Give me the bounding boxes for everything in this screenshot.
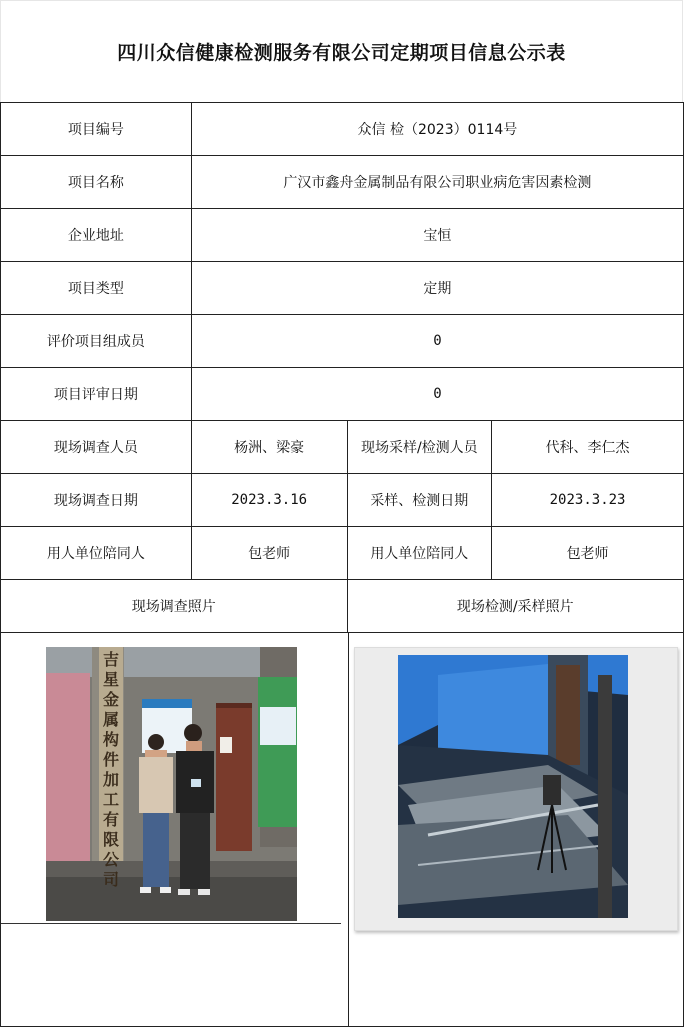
escort-label-2: 用人单位陪同人 xyxy=(347,527,492,580)
survey-staff-label: 现场调查人员 xyxy=(1,421,192,474)
row-photo-headers xyxy=(1,580,684,633)
row-address xyxy=(1,209,684,262)
escort-value-2: 包老师 xyxy=(492,527,684,580)
sign-char: 公 xyxy=(102,850,120,869)
sampling-staff-label: 现场采样/检测人员 xyxy=(347,421,492,474)
project-no-label: 项目编号 xyxy=(1,103,192,156)
project-name-value: 广汉市鑫舟金属制品有限公司职业病危害因素检测 xyxy=(191,156,683,209)
row-survey-staff xyxy=(1,421,684,474)
sign-char: 工 xyxy=(102,790,120,809)
survey-photo xyxy=(46,647,297,921)
sign-char: 吉 xyxy=(102,650,120,669)
sampling-date-label: 采样、检测日期 xyxy=(347,474,492,527)
photo-divider xyxy=(348,633,349,1027)
survey-photo-header: 现场调查照片 xyxy=(1,580,348,633)
project-name-label: 项目名称 xyxy=(1,156,192,209)
row-survey-date xyxy=(1,474,684,527)
page-title: 四川众信健康检测服务有限公司定期项目信息公示表 xyxy=(117,42,566,64)
survey-staff-value: 杨洲、梁豪 xyxy=(191,421,347,474)
project-type-value: 定期 xyxy=(191,262,683,315)
sign-char: 星 xyxy=(102,670,120,689)
survey-date-label: 现场调查日期 xyxy=(1,474,192,527)
survey-photo-image xyxy=(46,647,297,921)
eval-members-label: 评价项目组成员 xyxy=(1,315,192,368)
row-project-name xyxy=(1,156,684,209)
row-eval-members xyxy=(1,315,684,368)
escort-label: 用人单位陪同人 xyxy=(1,527,192,580)
info-table xyxy=(0,102,684,633)
sampling-date-value: 2023.3.23 xyxy=(492,474,684,527)
address-label: 企业地址 xyxy=(1,209,192,262)
title-box xyxy=(0,0,683,102)
row-project-type xyxy=(1,262,684,315)
sampling-staff-value: 代科、李仁杰 xyxy=(492,421,684,474)
row-review-date xyxy=(1,368,684,421)
sign-char: 构 xyxy=(102,730,120,749)
review-date-value: 0 xyxy=(191,368,683,421)
review-date-label: 项目评审日期 xyxy=(1,368,192,421)
sign-char: 有 xyxy=(102,810,120,829)
survey-date-value: 2023.3.16 xyxy=(191,474,347,527)
sign-char: 金 xyxy=(102,690,120,709)
eval-members-value: 0 xyxy=(191,315,683,368)
sign-char: 限 xyxy=(102,830,120,849)
sampling-photo-image xyxy=(398,655,628,918)
sign-char: 司 xyxy=(102,870,120,889)
project-no-value: 众信 检（2023）0114号 xyxy=(191,103,683,156)
sampling-photo xyxy=(398,655,628,918)
row-project-no xyxy=(1,103,684,156)
sign-char: 加 xyxy=(102,770,120,789)
sign-char: 件 xyxy=(102,750,120,769)
sampling-photo-header: 现场检测/采样照片 xyxy=(347,580,684,633)
escort-value: 包老师 xyxy=(191,527,347,580)
project-type-label: 项目类型 xyxy=(1,262,192,315)
photo-area xyxy=(0,633,684,1027)
row-escort xyxy=(1,527,684,580)
sign-char: 属 xyxy=(102,710,120,729)
address-value: 宝恒 xyxy=(191,209,683,262)
